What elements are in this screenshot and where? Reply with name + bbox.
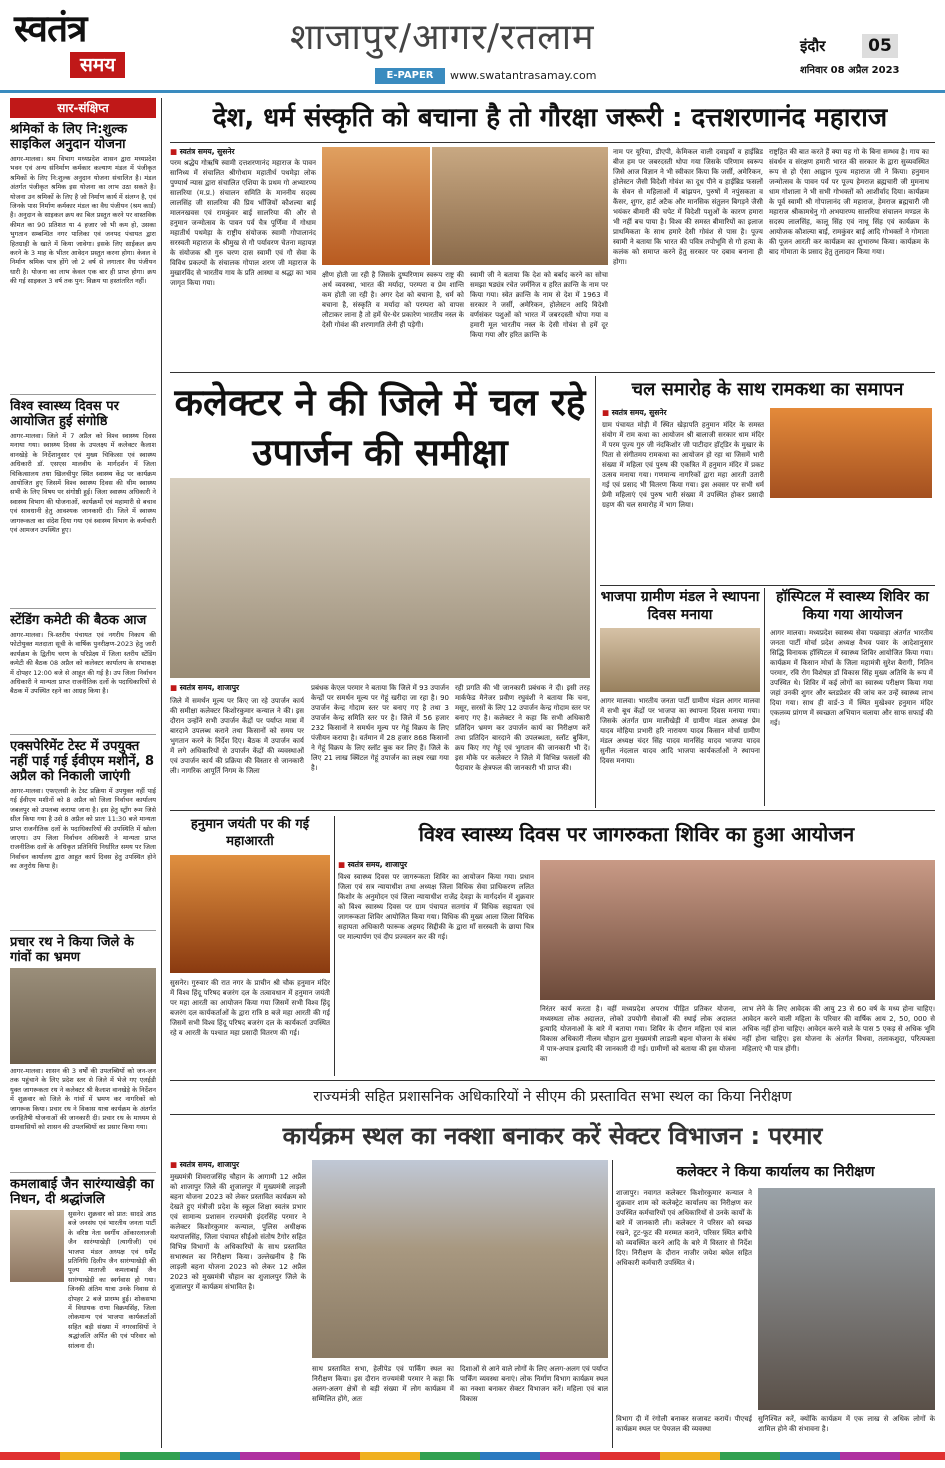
cm-headline: कार्यक्रम स्थल का नक्शा बनाकर करें सेक्टर विभाजन : परमार [282, 1122, 823, 1150]
sidebar-item-body: सुसनेर। शुक्रवार को प्रात: सादडे आठ बजे जनसंघ एवं भारतीय जनता पार्टी के वरिष्ठ नेता स्वर्गीय ओंकारलालजी जैन सारंग्याखेड़ी (त्यागीजी) एवं भाजपा मंडल अध्यक्ष एवं धर्मेंद्र प्रतिनिधि दिलीप जैन सारंग्याखेड़ी की पूज्य माताजी कमलाबाई जैन सारंग्याखेड़ी का स्वर्गवास हो गया। जिनकी अंतिम यात्रा उनके निवास से दोपहर 2 बजे प्रारम्भ हुई। शोकसभा में विधायक राणा विक्रमसिंह, जिला लोकमान्य एवं भाजपा कार्यकर्ताओं सहित बड़ी संख्या में नगरवासियों ने श्रद्धांजलि अर्पित की एवं परिवार को सांत्वना दी। [68, 1210, 156, 1350]
hanuman-body: सुसनेर। गुरुवार की रात नगर के प्राचीन श्री चौक हनुमान मंदिर में विश्व हिंदू परिषद बजरंग दल के तत्वावधान में हनुमान जयंती पर महा आरती का आयोजन किया गया जिसमें सभी विश्व हिंदू बजरंग दल कार्यकर्ताओं के द्वारा रात्रि 8 बजे महा आरती की गई जिसमें सभी विश्व हिंदू परिषद बजरंग दल के कार्यकर्ता उपस्थित रहे व आरती के पश्चात महा प्रसादी वितरण की गई। [170, 979, 330, 1037]
logo-line2: समय [70, 52, 125, 78]
hanuman-photo [170, 855, 330, 973]
bhajpa-photo [600, 628, 760, 692]
logo [14, 8, 154, 86]
hospital-body: आगर मालवा। मध्यप्रदेश स्वास्थ्य सेवा पखवाड़ा अंतर्गत भारतीय जनता पार्टी मोर्चा प्रदेश अध्यक्ष वैभव पवार के आदेशानुसार सिद्धि विनायक हॉस्पिटल में स्वास्थ्य शिविर आयोजित किया गया। कार्यक्रम में किसान मोर्चा के जिला महामंत्री सुरेश बैरागी, नितिन परमार, रवि रोग विशेषज्ञ डॉ विकास सिंह मुख्य अतिथि के रूप में उपस्थित थे। शिविर में कई लोगों का स्वास्थ्य परीक्षण किया गया जहां उनकी शुगर और ब्लडप्रेशर की जांच कर उन्हें स्वास्थ्य लाभ दिया गया। साथ ही वार्ड-3 में स्थित मुखेश्वर हनुमान मंदिर एकलव्य प्रांगण में स्वच्छता अभियान चलाया और साफ सफाई की गई। [770, 629, 933, 727]
mid-rule [170, 810, 935, 811]
sidebar-item-headline: एक्सपेरिमेंट टेस्ट में उपयुक्त नहीं पाई गई ईवीएम मशीनें, 8 अप्रैल को निकाली जाएंगी [10, 739, 155, 784]
sidebar-title: सार-संक्षिप्त [10, 98, 156, 118]
lead-headline: देश, धर्म संस्कृति को बचाना है तो गौरक्षा जरूरी : दत्तशरणानंद महाराज [212, 103, 888, 133]
health-headline: विश्व स्वास्थ्य दिवस पर जागरुकता शिविर का हुआ आयोजन [418, 822, 855, 846]
cm-col2: साथ प्रस्तावित सभा, हेलीपेड एवं पार्किंग स्थल का निरीक्षण किया। इस दौरान राज्यमंत्री परमार ने कहा कि अलग-अलग क्षेत्रों से बड़ी संख्या में लोग कार्यक्रम में सम्मिलित होंगे, अतः [312, 1365, 454, 1403]
sidebar-item [10, 122, 156, 394]
sidebar-item-body: आगर-मालवा। जिले में 7 अप्रैल को विश्व स्वास्थ्य दिवस मनाया गया। स्वास्थ्य दिवस के उपलक्ष्य में कलेक्टर कैलाश वानखेड़े के निर्देशानुसार एवं मुख्य चिकित्सा एवं स्वास्थ्य अधिकारी डॉ. एसएस मालवीय के मार्गदर्शन में जिला चिकित्सालय तथा खिलचीपुर स्थित स्वास्थ्य केंद्र पर कार्यक्रम आयोजित हुए जिसमें विश्व स्वास्थ्य दिवस की थीम स्वास्थ्य सभी के लिए विषय पर संगोष्ठी हुई। जिला स्वास्थ्य अधिकारी ने स्वास्थ्य विभाग की योजनाओं, कार्यक्रमों एवं महामारी से बचाव एवं सावधानी हेतु आवश्यक जानकारी दी। जिले में स्वास्थ्य जागरूकता का संदेश दिया गया एवं स्वास्थ्य विभाग के कर्मचारी एवं आमजन उपस्थित हुए। [10, 432, 156, 535]
bhajpa-headline: भाजपा ग्रामीण मंडल ने स्थापना दिवस मनाया [600, 589, 760, 623]
hanuman-headline: हनुमान जयंती पर की गई महाआरती [190, 817, 310, 849]
edition-title: शाजापुर/आगर/रतलाम [290, 17, 595, 58]
footer-color-bar [0, 1452, 945, 1460]
edition-city: इंदौर [800, 37, 826, 55]
lead-bottom-rule [170, 372, 935, 373]
sidebar-item [10, 734, 156, 930]
lead-col3: स्वामी जी ने बताया कि देश को बर्बाद करने का सोचा समझा षड्यंत्र रचेत जर्मनिज व हरित क्रान्ति के नाम पर किया गया। स्वेत क्रान्ति के नाम से देश में 1963 में सरकार ने जर्सी, अमेरिकन, होलेस्टन आदि विदेशी वर्णसंकर पशुओं को भारत में जबरदस्ती थोपा गया व हमारी मूल भारतीय नस्ल के देसी गोवंश से हमें दूर किया गया और हरित क्रान्ति के [470, 271, 608, 339]
health-photo [540, 860, 935, 1000]
office-foot2: सुनिश्चित करें, क्योंकि कार्यक्रम में एक लाख से अधिक लोगों के शामिल होने की संभावना है। [758, 1415, 935, 1433]
lead-rule [170, 142, 935, 143]
sidebar-item [10, 930, 156, 1172]
sidebar-item-headline: विश्व स्वास्थ्य दिवस पर आयोजित हुई संगोष्ठि [10, 399, 119, 429]
sidebar-item-headline: स्टेंडिंग कमेटी की बैठक आज [10, 613, 147, 628]
collector-byline: ■ स्वतंत्र समय, शाजापुर [170, 683, 239, 693]
sidebar-item-headline: कमलाबाई जैन सारंग्याखेड़ी का निधन, दी श्रद्धांजलि [10, 1177, 154, 1207]
sidebar-item-headline: श्रमिकों के लिए नि:शुल्क साइकिल अनुदान योजना [10, 122, 128, 152]
sidebar-item-body: आगर-मालवा। श्रम विभाग मध्यप्रदेश शासन द्वारा मध्यप्रदेश भवन एवं अन्य संनिर्माण कर्मकार कल्याण मंडल में पंजीकृत श्रमिकों के लिए नि:शुल्क अनुदान योजना संचालित है। मंडल अंतर्गत पंजीकृत श्रमिक इस योजना का लाभ उठा सकते है। योजना उन श्रमिकों के लिए है जो निर्माण कार्य में संलग्न है, एवं जिनके पास निर्माण कर्मकार मंडल का वैध पंजीयन (श्रम कार्ड) है। अनुदान के साइकल क्रय का बिल प्रस्तुत करने पर वास्तविक कीमत का 90 प्रतिशत या 4 हजार जो भी कम हो, उसका भुगतान सम्बन्धित नगर पालिका एवं जनपद पंचायत द्वारा हितग्राही के खाते में किया जावेगा। इसके लिए साईकल क्रय करने के 3 माह के भीतर आवेदन प्रस्तुत करना होगा। केवल वे निर्माण श्रमिक पात्र होंगे जो 2 वर्ष से लगातार वैध पंजीयन धारी है। योजना का लाभ केवल एक बार ही प्राप्त होगा। क्रय की गई साइकल 3 वर्ष तक पुन: विक्रय या हस्तांतरित नहीं। [10, 155, 156, 286]
office-foot1: विभाग दी में रंगोली बनाकर सजावट करायें। पीएचई कार्यक्रम स्थल पर पेयजल की व्यवस्था [616, 1415, 752, 1433]
sidebar [10, 98, 156, 1448]
page-number: 05 [862, 34, 898, 58]
lead-col4: नाम पर यूरिया, डीएपी, केमिकल वाली दवाइयाँ व हाईब्रिड बीज हम पर जबरदस्ती थोपा गया जिसके परिणाम स्वरूप जिसे आज विज्ञान ने भी स्वीकार किया कि जर्सी, अमेरिकन, होलेस्टन जैसी विदेशी गोवंश का दूध पीने व हाईब्रिड फसलों के सेवन से महिलाओं में बांझपन, पुरुषों में नपुंसकता व कैंसर, शुगर, हार्ट अटैक और मानसिक संतुलन बिगड़ने जैसी भयंकर बीमारी की चपेट में विदेशी पशुओं के कारण हमारा भी नहीं बच पाया है। विश्व की समस्त बीमारियों का इलाज प्राथमिकता के साथ हमारे देसी गोवंश से पास है। पूज्य स्वामी ने बताया कि भारत की पवित्र तपोभूमि से गो हत्या के कलंक को समाप्त करने हेतु सरकार पर दबाव बनाना ही होगा। [613, 148, 763, 266]
sidebar-photo-rath [10, 968, 156, 1064]
bhajpa-divider [764, 588, 765, 806]
sidebar-item [10, 608, 156, 734]
office-photo [758, 1188, 935, 1410]
hanuman-divider [334, 816, 335, 1076]
office-body: शाजापुर। नवागत कलेक्टर किशोरकुमार कन्याल ने शुक्रवार शाम को कलेक्ट्रेट कार्यालय का निरीक्षण कर उपस्थित कर्मचारियों एवं अधिकारियों से उनके कार्यों के बारे में जानकारी ली। कलेक्टर ने परिसर को स्वच्छ रखने, टूट-फूट की मरम्मत कराने, परिसर स्थित बगीचे को व्यवस्थित करने आदि के बारे में विस्तार से निर्देश दिए। निरीक्षण के दौरान नाजीर जयेश बघेल सहित अधिकारी कर्मचारी उपस्थित थे। [616, 1189, 752, 1267]
ramkatha-byline: ■ स्वतंत्र समय, सुसनेर [602, 408, 667, 418]
collector-col2: प्रबंधक केएल परमार ने बताया कि जिले में 93 उपार्जन केन्द्रों पर समर्थन मूल्य पर गेहूं खरीदा जा रहा है। 90 उपार्जन केन्द्र गोदाम स्तर पर बनाए गए है तथा 3 उपार्जन केन्द्र समिति स्तर पर है। जिले में 56 हजार 232 किसानों ने समर्थन मूल्य पर गेहूं विक्रय के लिए पंजीयन कराया है। वर्तमान में 28 हजार 868 किसानों ने गेहूं विक्रय के लिए स्लॉट बुक कर लिए हैं। जिले के लिए 21 लाख क्विंटल गेहूं उपार्जन का लक्ष्य रखा गया है। [311, 684, 449, 772]
lead-photo-maharaj [322, 147, 430, 265]
health-rule [170, 1080, 935, 1081]
col-divider [595, 376, 596, 808]
logo-line1: स्वतंत्र [14, 7, 87, 50]
cm-byline: ■ स्वतंत्र समय, शाजापुर [170, 1160, 239, 1170]
sidebar-item-body: आगर-मालवा। शासन की 3 वर्षों की उपलब्धियों को जन-जन तक पहुंचाने के लिए प्रदेश स्तर से जिले में भेजे गए एलईडी युक्त जागरूकता रथ ने कलेक्टर श्री कैलाश वानखेड़े के निर्देशन में शुक्रवार को जिले के गांवों में भ्रमण कर नागरिकों को जागरूक किया। प्रचार रथ ने विकास यात्रा कार्यक्रम के अंतर्गत जनहितैषी योजनाओं की जानकारी दी। प्रचार रथ के माध्यम से ग्रामवासियों को शासन की उपलब्धियों का प्रसार किया गया। [10, 1067, 156, 1132]
bhajpa-body: आगर मालवा। भारतीय जनता पार्टी ग्रामीण मंडल आगर मालवा में सभी बूथ केंद्रों पर भाजपा का स्थापना दिवस मनाया गया। जिसके अंतर्गत ग्राम मालीखेड़ी में ग्रामीण मंडल अध्यक्ष प्रेम यादव मोहिया प्रभारी हरि नारायण यादव किसान मोर्चा ग्रामीण मंडल अध्यक्ष चंदर सिंह यादव मानसिंह यादव भाजपा यादव सुनील नंदलाल यादव आदि भाजपा कार्यकर्ताओं ने स्थापना दिवस मनाया। [600, 697, 760, 765]
lead-byline: ■ स्वतंत्र समय, सुसनेर [170, 147, 235, 157]
collector-meeting-photo [170, 478, 590, 678]
cm-site-photo [312, 1160, 608, 1358]
sidebar-divider [161, 98, 162, 1448]
epaper-badge: E-PAPER [375, 68, 445, 84]
ramkatha-rule [600, 585, 935, 586]
collector-col1: जिले में समर्थन मूल्य पर किए जा रहे उपार्जन कार्य की समीक्षा कलेक्टर किशोरकुमार कन्याल ने की। इस दौरान उन्होंने सभी उपार्जन केंद्रों पर पर्याप्त मात्रा में बारदाने उपलब्ध कराने तथा किसानों को समय पर भुगतान करने के निर्देश दिए। बैठक में उपार्जन कार्य में लगे अधिकारियों से उपार्जन केंद्रों की व्यवस्थाओं एवं उपार्जन कार्य की प्रक्रिया की विस्तार से जानकारी ली। नागरिक आपूर्ति निगम के जिला [170, 697, 304, 775]
cm-kicker: राज्यमंत्री सहित प्रशासनिक अधिकारियों ने सीएम की प्रस्तावित सभा स्थल का किया निरीक्षण [313, 1089, 792, 1105]
sidebar-item [10, 1172, 156, 1442]
health-byline: ■ स्वतंत्र समय, शाजापुर [338, 860, 407, 870]
masthead [0, 0, 945, 92]
sidebar-item-headline: प्रचार रथ ने किया जिले के गांवों का भ्रमण [10, 935, 134, 965]
sidebar-item-body: आगर-मालवा। त्रि-स्तरीय पंचायत एवं नगरीय निकाय की फोटोयुक्त मतदाता सूची के वार्षिक पुनरीक्षण-2023 हेतु जारी कार्यक्रम के द्वितीय चरण के परिप्रेक्ष्य में जिला स्तरीय स्टेंडिंग कमेटी की बैठक 08 अप्रैल को कलेक्टर कार्यालय के सभाकक्ष में दोपहर 12:00 बजे से आहूत की गई है। उप जिला निर्वाचन अधिकारी ने मान्यता प्राप्त राजनीतिक दलों के पदाधिकारियों से बैठक में उपस्थित रहने का आग्रह किया है। [10, 631, 156, 696]
cm-kicker-rule [170, 1114, 935, 1115]
collector-headline: कलेक्टर ने की जिले में चल रहे उपार्जन की समीक्षा [174, 381, 586, 474]
cm-col1: मुख्यमंत्री शिवराजसिंह चौहान के आगामी 12 अप्रैल को शाजापुर जिले की शुजालपुर में मुख्यमंत्री लाड़ली बहना योजना 2023 को लेकर प्रस्तावित कार्यक्रम को देखते हुए मंत्रीजी प्रदेश के स्कूल शिक्षा स्वतंत्र प्रभार एवं सामान्य प्रशासन राज्यमंत्री इंदरसिंह परमार ने कलेक्टर किशोरकुमार कन्याल, पुलिस अधीक्षक यशपालसिंह, जिला पंचायत सीईओ संतोष टैगोर सहित विभिन्न विभागों के अधिकारियों के साथ प्रस्तावित सभास्थल का निरीक्षण किया। उल्लेखनीय है कि लाड़ली बहना योजना 2023 को लेकर 12 अप्रैल 2023 को मुख्यमंत्री चौहान का शुजालपुर जिले के शुजालपुर में कार्यक्रम संभावित है। [170, 1173, 306, 1291]
ramkatha-body: ग्राम पंचायत मोड़ी में स्थित खेड़ापति हनुमान मंदिर के समस्त संयोग में राम कथा का आयोजन श्री बालाजी सरकार धाम मंदिर में परम पूज्य गुरु जी नंदकिशोर जी पाटीदार हॉट्डिर के मुखार के पिता से संगीतमय रामकथा का आयोजन हो रहा था जिसमें भारी संख्या में महिला एवं पुरुष की एकत्रित में हनुमान मंदिर में प्रकट उत्सव मनाया गया। गणमान्य नागरिकों द्वारा महा आरती उतारी गई एवं प्रसाद भी वितरण किया गया। इस अवसर पर सभी धर्म प्रेमी महिलाएं एवं पुरुष भारी संख्या में उपस्थित होकर प्रसादी ग्रहण की चल समारोह में भाग लिया। [602, 421, 764, 509]
lead-col2: क्षीण होती जा रही है जिसके दुष्परिणाम स्वरूप राष्ट्र की अर्थ व्यवस्था, भारत की मर्यादा, परम्परा व प्रेम शान्ति कम होती जा रही है। अगर देश को बचाना है, धर्म को बचाना है, संस्कृति व मर्यादा को परम्परा को वापस लौटाकर लाना है तो हमें घेर-घेर प्रकारेण भारतीय नस्ल के देसी गोवंश की शरणागति लेनी ही पड़ेगी। [322, 271, 464, 329]
lead-col5: राष्ट्रहित की बात करते हैं क्या यह गो के बिना सम्भव है। गाय का संवर्धन व संरक्षण हमारी भारत की सरकार के द्वारा सुव्यवस्थित रूप से हो ऐसा आह्वान पूज्य महाराज जी ने किया। हनुमान जन्मोत्सव के पावन पर्व पर पूज्य हेमराज ब्रह्मचारी जी मुमनाथ धाम गोशाला ने भी सभी गोभक्तों को आशीर्वाद दिया। कार्यक्रम के पूर्व स्वामी श्री गोपालानंद जी महाराज, हेमराज ब्रह्मचारी जी महाराज श्रीकामधेनु गो अभयारण्य सालरिया संचालन मण्डल के सदस्य लालसिंह, कालू सिंह एवं नाथू सिंह एवं कार्यक्रम के आयोजक कौशल्या बाई, रामकुंवर बाई आदि गोभक्तों ने गोमाता की पूजन आरती कर कार्यक्रम का शुभारम्भ किया। कार्यक्रम के बाद गोमाता के प्रसाद हेतु तुलादान किया गया। [769, 148, 929, 256]
office-headline: कलेक्टर ने किया कार्यालय का निरीक्षण [676, 1164, 875, 1180]
masthead-rule [0, 90, 945, 93]
collector-col3: रही प्रगति की भी जानकारी प्रबंधक ने दी। इसी तरह मार्कफेड मैनेजर प्रवीण रघुवंशी ने बताया कि चना, मसूर, सरसों के लिए 12 उपार्जन केन्द्र गोदाम स्तर पर बनाए गए है। कलेक्टर ने कहा कि सभी अधिकारी प्रतिदिन भ्रमण कर उपार्जन कार्य का निरीक्षण करें तथा प्रतिदिन बारदाने की उपलब्धता, स्लॉट बुकिंग, क्रय किए गए गेहूं एवं भुगतान की जानकारी भी दें। इस मौके पर कलेक्टर ने जिले में विभिन्न फसलों की पैदावार के क्षेत्रफल की जानकारी भी प्राप्त की। [455, 684, 590, 772]
sidebar-item [10, 394, 156, 608]
lead-photo-audience [432, 147, 608, 265]
cm-divider [612, 1160, 613, 1448]
obituary-photo [10, 1210, 64, 1282]
cm-col3: दिशाओं से आने वाले लोगों के लिए अलग-अलग एवं पर्याप्त पार्किंग व्यवस्था बनाएं। लोक निर्माण विभाग कार्यक्रम स्थल का नक्शा बनाकर सेक्टर विभाजन करें। महिला एवं बाल विकास [460, 1365, 608, 1403]
ramkatha-photo [770, 408, 932, 498]
sidebar-item-body: आगर-मालवा। एफएलसी के टेस्ट प्रक्रिया में उपयुक्त नहीं पाई गई ईवीएम मशीनों को 8 अप्रैल को जिला निर्वाचन कार्यालय जबलपुर को उपलब्ध कराया जाना है। इस हेतु स्ट्रॉंग रूम जिसे सील किया गया है उसे 8 अप्रैल को प्रातः 11:30 बजे मान्यता प्राप्त राजनीतिक दलों के पदाधिकारियों की उपस्थिति में खोला जाएगा। उप जिला निर्वाचन अधिकारी ने मान्यता प्राप्त राजनीतिक दलों के अधिकृत प्रतिनिधि निर्धारित समय पर जिला निर्वाचन कार्यालय द्वारा आहूत कार्य दिवस हेतु उपस्थित होने का अनुरोध किया है। [10, 787, 156, 871]
website-link[interactable]: www.swatantrasamay.com [450, 69, 597, 82]
issue-date: शनिवार 08 अप्रैल 2023 [800, 65, 900, 76]
lead-col1: परम श्रद्धेय गोऋषि स्वामी दत्तशरणानंद महाराज के पावन सानिध्य में संचालित श्रीगोधाम महातीर्थ पथमेड़ा लोक पुण्यार्थ न्यास द्वारा संचालित एशिया के प्रथम गो अभ्यारण्य सालरिया (म.प्र.) संचालन समिति के माननीय सदस्य लालसिंह जी सालरिया की प्रिय भाँजियों कौशल्या बाई मालनखवस एवं रामकुंवर बाई सालरिया की और से हनुमान जन्मोत्सव के पावन पर्व चैत्र पूर्णिमा में गोधाम महातीर्थ पथमेड़ा के राष्ट्रीय संयोजक स्वामी गोपालानंद सरस्वती महाराज के श्रीमुख से गौ पर्यावरण चेतना महायज्ञ के संयोजक श्री गुरु चरण दास स्वामी एवं गौ सेवा के विविध प्रकल्पों के संचालक गोपाल शरण जी महाराज के मुखारविंद से भारतीय गाय के प्रति आस्था व श्रद्धा का भाव जागृत किया गया। [170, 159, 316, 287]
health-col3: लाभ लेने के लिए आवेदक की आयु 23 से 60 वर्ष के मध्य होना चाहिए। आवेदन करने वाली महिला के परिवार की वार्षिक आय 2, 50, 000 से अधिक नहीं होना चाहिए। आवेदन करने वाले के पास 5 एकड़ से अधिक भूमि नहीं होना चाहिए। इस योजना के अंतर्गत विधवा, तलाकशुदा, परित्यक्ता महिलाएं भी पात्र होंगी। [742, 1005, 935, 1053]
ramkatha-headline: चल समारोह के साथ रामकथा का समापन [631, 379, 904, 400]
health-col1: विश्व स्वास्थ्य दिवस पर जागरूकता शिविर का आयोजन किया गया। प्रधान जिला एवं सत्र न्यायाधीश तथा अध्यक्ष जिला विधिक सेवा प्राधिकरण ललित किशोर के अनुमोदन एवं जिला न्यायाधीश राजेंद्र देवड़ा के मार्गदर्शन में शुक्रवार को विश्व स्वास्थ्य दिवस पर ग्राम पंचायत सतगांव में विधिक सहायता एवं जागरूकता शिविर आयोजित किया गया। विधिक की मुख्य आला जिला विधिक सहायता अधिकारी फारूक अहमद सिद्दीकी के द्वारा माँ सरस्वती के छाया चित्र पर माल्यार्पण एवं दीप प्रज्वलन कर की गई। [338, 873, 534, 941]
hospital-headline: हॉस्पिटल में स्वास्थ्य शिविर का किया गया आयोजन [776, 589, 929, 623]
health-col2: निरंतर कार्य करता है। वहीं मध्यप्रदेश अपराध पीड़ित प्रतिकर योजना, मध्यस्थता लोक अदालत, लोको उपयोगी सेवाओं की स्थाई लोक अदालत इत्यादि योजनाओं के बारे में बताया गया। शिविर के दौरान महिला एवं बाल विकास अधिकारी नीलम चौहान द्वारा मुख्यमंत्री लाडली बहना योजना के संबंध में पात्र-अपात्र इत्यादि की जानकारी दी गई। ग्रामीणों को बताया की इस योजना का [540, 1005, 736, 1063]
